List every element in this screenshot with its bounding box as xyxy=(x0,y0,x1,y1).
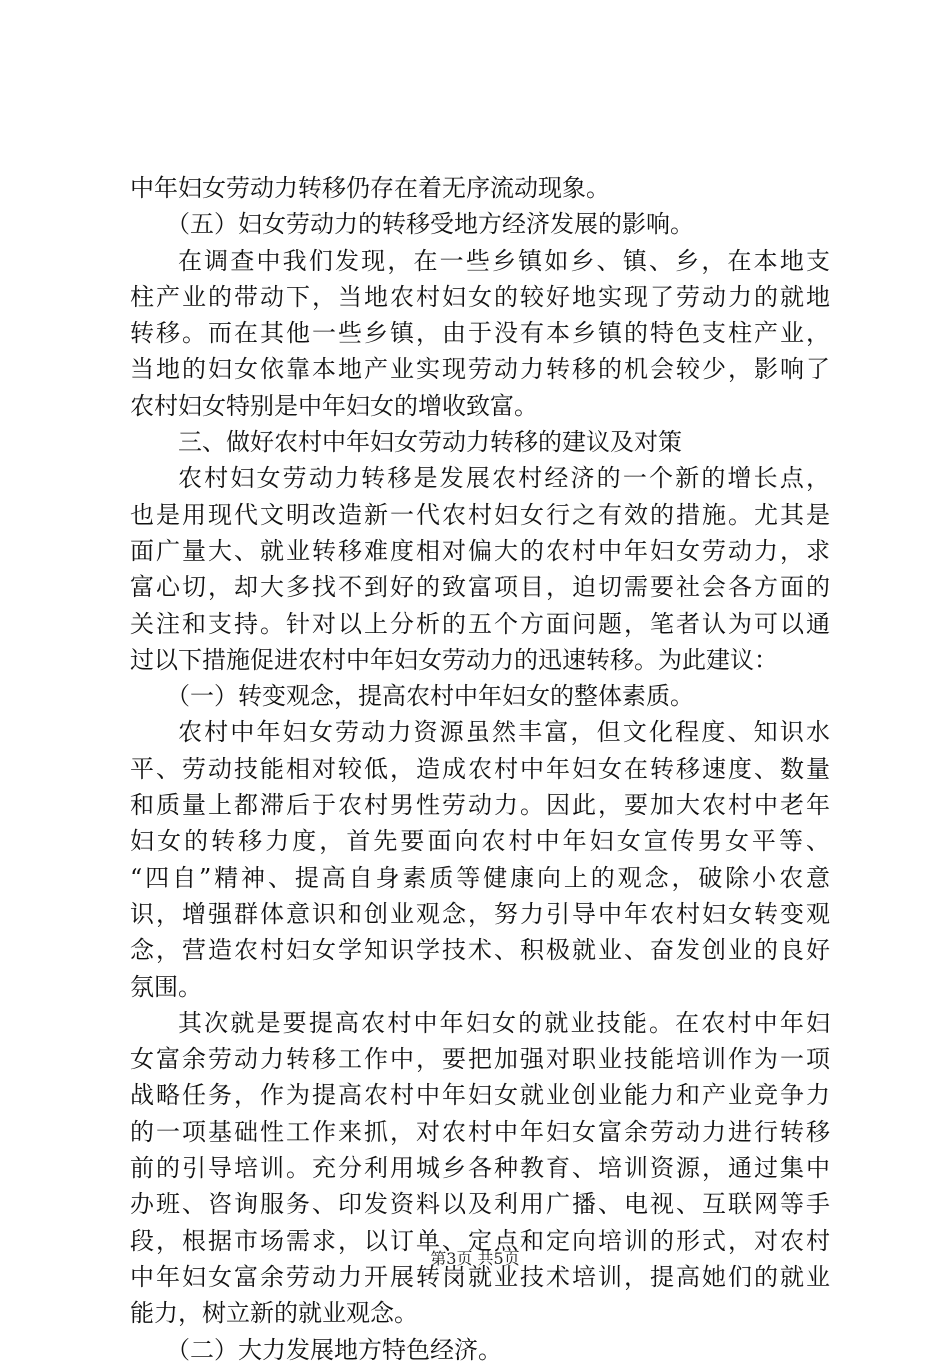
text-line: 中年妇女劳动力转移仍存在着无序流动现象。 xyxy=(130,174,610,202)
text-line: 念，营造农村妇女学知识学技术、积极就业、奋发创业的良好 xyxy=(130,936,830,965)
text-line: 当地的妇女依靠本地产业实现劳动力转移的机会较少，影响了 xyxy=(130,355,830,384)
text-line: 妇女的转移力度，首先要面向农村中年妇女宣传男女平等、 xyxy=(130,827,830,856)
text-line: 的一项基础性工作来抓，对农村中年妇女富余劳动力进行转移 xyxy=(130,1117,830,1146)
text-line: 氛围。 xyxy=(130,972,202,1001)
text-line: （二）大力发展地方特色经济。 xyxy=(166,1335,502,1364)
text-line: 其次就是要提高农村中年妇女的就业技能。在农村中年妇 xyxy=(178,1008,830,1037)
page-footer: 第3页 共5页 xyxy=(430,1249,520,1268)
text-line: 段，根据市场需求，以订单、定点和定向培训的形式，对农村 xyxy=(130,1226,830,1255)
text-line: 办班、咨询服务、印发资料以及利用广播、电视、互联网等手 xyxy=(130,1190,830,1219)
text-line: 过以下措施促进农村中年妇女劳动力的迅速转移。为此建议： xyxy=(130,645,778,674)
text-line: （五）妇女劳动力的转移受地方经济发展的影响。 xyxy=(166,210,694,239)
text-line: 能力，树立新的就业观念。 xyxy=(130,1299,418,1328)
text-line: 和质量上都滞后于农村男性劳动力。因此，要加大农村中老年 xyxy=(130,791,830,820)
text-line: 在调查中我们发现，在一些乡镇如乡、镇、乡，在本地支 xyxy=(178,246,830,275)
text-line: 识，增强群体意识和创业观念，努力引导中年农村妇女转变观 xyxy=(130,899,830,928)
text-line: （一）转变观念，提高农村中年妇女的整体素质。 xyxy=(166,682,694,711)
text-line: 平、劳动技能相对较低，造成农村中年妇女在转移速度、数量 xyxy=(130,754,830,783)
text-line: 转移。而在其他一些乡镇，由于没有本乡镇的特色支柱产业， xyxy=(130,319,830,348)
text-line: 面广量大、就业转移难度相对偏大的农村中年妇女劳动力，求 xyxy=(130,536,830,565)
text-line: 女富余劳动力转移工作中，要把加强对职业技能培训作为一项 xyxy=(130,1045,830,1074)
text-line: 三、做好农村中年妇女劳动力转移的建议及对策 xyxy=(178,428,682,457)
text-line: 柱产业的带动下，当地农村妇女的较好地实现了劳动力的就地 xyxy=(130,282,830,311)
text-line: 关注和支持。针对以上分析的五个方面问题，笔者认为可以通 xyxy=(130,609,830,638)
text-line: 中年妇女富余劳动力开展转岗就业技术培训，提高她们的就业 xyxy=(130,1262,830,1291)
text-line: 农村妇女特别是中年妇女的增收致富。 xyxy=(130,391,538,420)
text-line: 农村中年妇女劳动力资源虽然丰富，但文化程度、知识水 xyxy=(178,718,830,747)
text-line: 前的引导培训。充分利用城乡各种教育、培训资源，通过集中 xyxy=(130,1154,830,1183)
text-line: “四自”精神、提高自身素质等健康向上的观念，破除小农意 xyxy=(130,863,830,892)
text-line: 战略任务，作为提高农村中年妇女就业创业能力和产业竞争力 xyxy=(130,1081,830,1110)
text-line: 富心切，却大多找不到好的致富项目，迫切需要社会各方面的 xyxy=(130,573,830,602)
text-line: 也是用现代文明改造新一代农村妇女行之有效的措施。尤其是 xyxy=(130,500,830,529)
document-body xyxy=(130,170,830,1368)
text-line: 农村妇女劳动力转移是发展农村经济的一个新的增长点， xyxy=(178,464,830,493)
